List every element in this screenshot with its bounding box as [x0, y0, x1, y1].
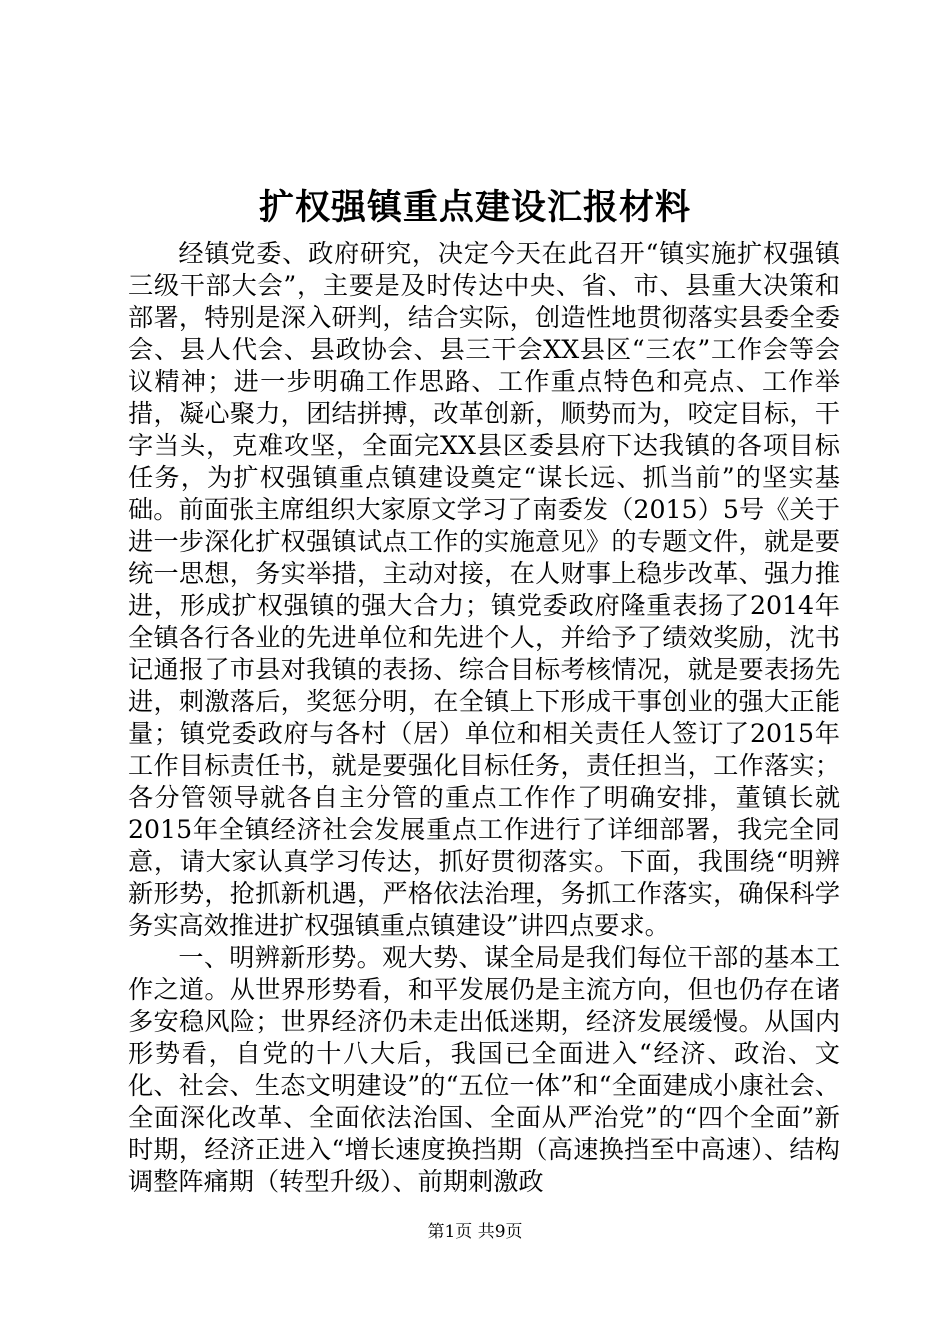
document-body: [128, 238, 840, 1198]
body-paragraph: 一、明辨新形势。观大势、谋全局是我们每位干部的基本工作之道。从世界形势看，和平发展仍是主流方向，但也仍存在诸多安稳风险；世界经济仍未走出低迷期，经济发展缓慢。从国内形势看，自党的十八大后，我国已全面进入“经济、政治、文化、社会、生态文明建设”的“五位一体”和“全面建成小康社会、全面深化改革、全面依法治国、全面从严治党”的“四个全面”新时期，经济正进入“增长速度换挡期（高速换挡至中高速）、结构调整阵痛期（转型升级）、前期刺激政: [128, 943, 840, 1196]
body-paragraph: 经镇党委、政府研究，决定今天在此召开“镇实施扩权强镇三级干部大会”，主要是及时传达中央、省、市、县重大决策和部署，特别是深入研判，结合实际，创造性地贯彻落实县委全委会、县人代会、县政协会、县三干会XX县区“三农”工作会等会议精神；进一步明确工作思路、工作重点特色和亮点、工作举措，凝心聚力，团结拼搏，改革创新，顺势而为，咬定目标，干字当头，克难攻坚，全面完XX县区委县府下达我镇的各项目标任务，为扩权强镇重点镇建设奠定“谋长远、抓当前”的坚实基础。前面张主席组织大家原文学习了南委发（2015）5号《关于进一步深化扩权强镇试点工作的实施意见》的专题文件，就是要统一思想，务实举措，主动对接，在人财事上稳步改革、强力推进，形成扩权强镇的强大合力；镇党委政府隆重表扬了2014年全镇各行各业的先进单位和先进个人，并给予了绩效奖励，沈书记通报了市县对我镇的表扬、综合目标考核情况，就是要表扬先进，刺激落后，奖惩分明，在全镇上下形成干事创业的强大正能量；镇党委政府与各村（居）单位和相关责任人签订了2015年工作目标责任书，就是要强化目标任务，责任担当，工作落实；各分管领导就各自主分管的重点工作作了明确安排，董镇长就2015年全镇经济社会发展重点工作进行了详细部署，我完全同意，请大家认真学习传达，抓好贯彻落实。下面，我围绕“明辨新形势，抢抓新机遇，严格依法治理，务抓工作落实，确保科学务实高效推进扩权强镇重点镇建设”讲四点要求。: [128, 239, 840, 940]
page-number-footer: 第1页 共9页: [427, 1222, 523, 1242]
document-title: 扩权强镇重点建设汇报材料: [258, 188, 691, 228]
